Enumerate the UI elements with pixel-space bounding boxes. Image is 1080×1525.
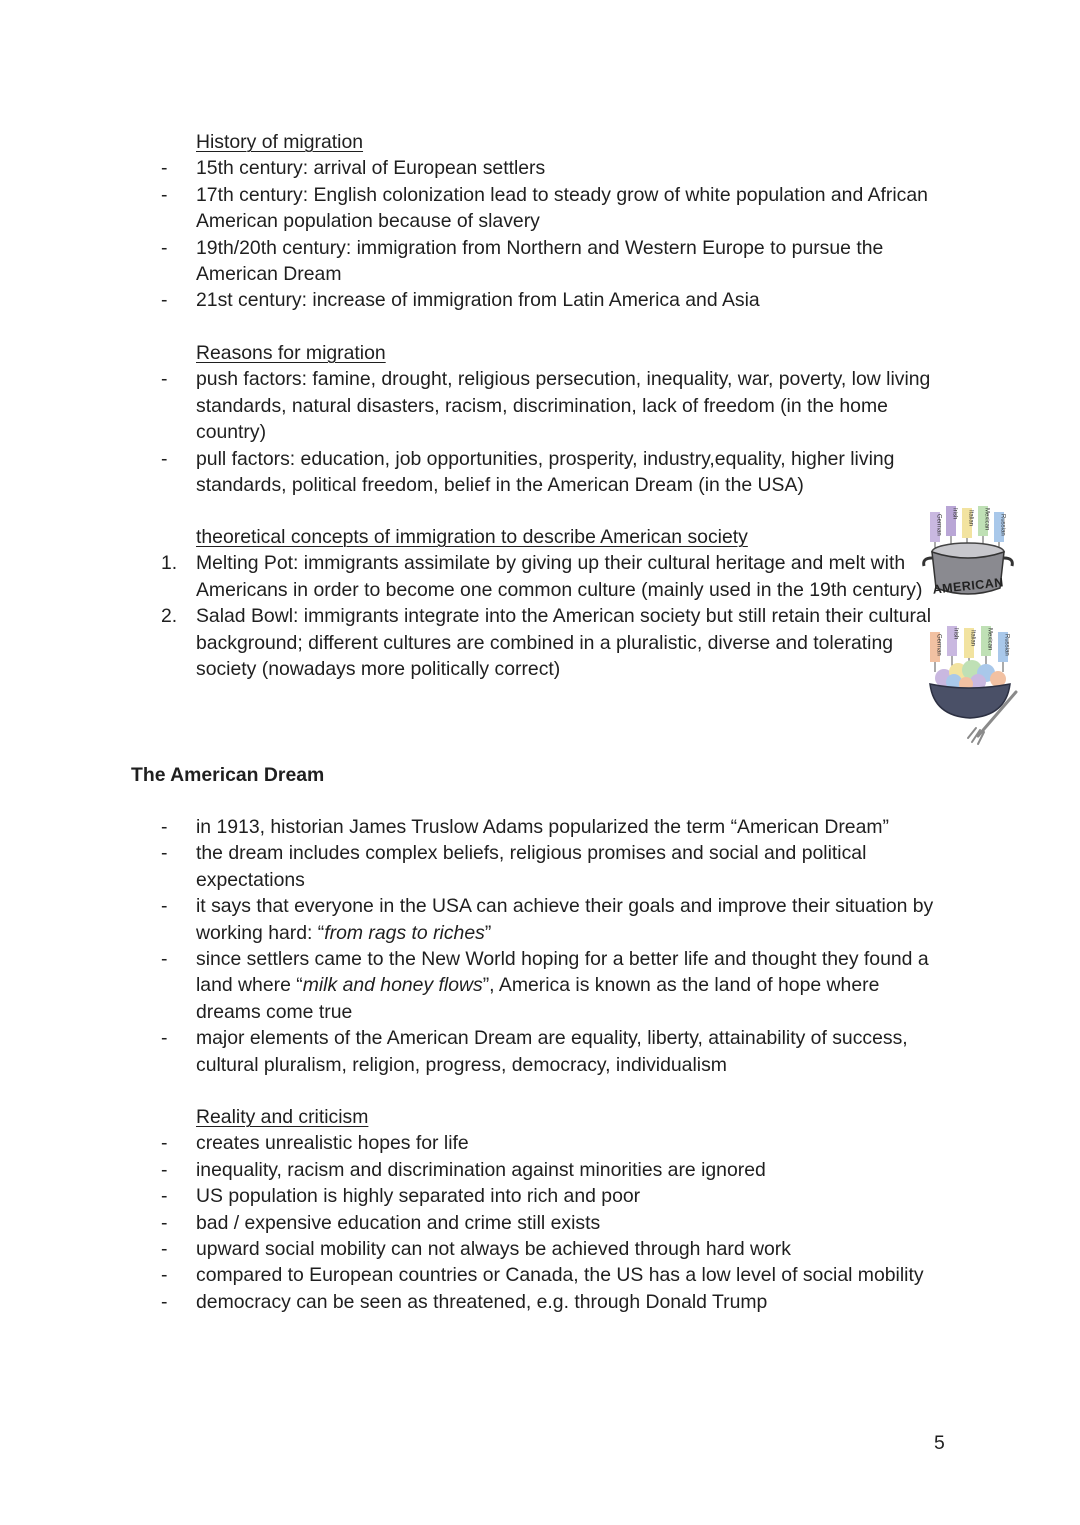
list-marker: - xyxy=(161,1264,168,1287)
salad-bowl-illustration xyxy=(918,618,1028,746)
list-marker: - xyxy=(161,1211,168,1234)
list-item xyxy=(0,1157,1080,1183)
list-marker: - xyxy=(161,1290,168,1313)
list-item-text: compared to European countries or Canada, the US has a low level of social mobility xyxy=(196,1264,924,1287)
list-marker: - xyxy=(161,447,168,470)
list-marker: - xyxy=(161,157,168,180)
reality-criticism-list xyxy=(0,1130,1080,1315)
list-item xyxy=(0,1130,1080,1156)
list-item xyxy=(0,1025,1080,1078)
list-item-quote: from rags to riches xyxy=(324,921,485,944)
migration-history-heading: History of migration xyxy=(196,131,364,153)
list-marker: - xyxy=(161,1238,168,1261)
flag-label: Russian xyxy=(999,514,1006,536)
list-item-text: 19th/20th century: immigration from Northern and Western Europe to pursue the American Dream xyxy=(196,236,884,286)
list-item xyxy=(0,893,1080,946)
list-item-text: push factors: famine, drought, religious persecution, inequality, war, poverty, low living standards, natural disasters, racism, discrimination, lack of freedom (in the home country) xyxy=(196,368,931,444)
flag-label: German xyxy=(935,634,942,656)
list-item-text: creates unrealistic hopes for life xyxy=(196,1132,469,1155)
list-item-text: the dream includes complex beliefs, religious promises and social and political expectations xyxy=(196,842,867,891)
flag-label: Mexican xyxy=(983,508,990,531)
list-marker: - xyxy=(161,1158,168,1181)
melting-pot-right-handle xyxy=(1004,558,1012,566)
list-item xyxy=(0,1289,1080,1315)
list-item-text: since settlers came to the New World hoping for a better life and thought they found a land where “ xyxy=(196,948,929,997)
list-marker: - xyxy=(161,368,168,391)
list-item-text: it says that everyone in the USA can achieve their goals and improve their situation by working hard: “ xyxy=(196,895,934,944)
list-item-text: ” xyxy=(484,921,492,944)
list-item-text: in 1913, historian James Truslow Adams popularized the term “American Dream” xyxy=(196,816,889,838)
list-marker: - xyxy=(161,1185,168,1208)
list-item-text: ”, America is known as the land of hope where dreams come true xyxy=(196,974,880,1023)
list-item xyxy=(0,1183,1080,1209)
flag-label: Irish xyxy=(951,508,958,520)
list-marker: - xyxy=(161,289,168,312)
list-marker: - xyxy=(161,895,168,918)
flag-label: Irish xyxy=(952,628,959,640)
list-item xyxy=(0,182,1080,235)
list-marker: 2. xyxy=(161,605,178,628)
list-marker: - xyxy=(161,842,168,865)
list-item xyxy=(0,155,1080,181)
immigration-concepts-heading: theoretical concepts of immigration to describe American society xyxy=(196,526,748,548)
list-item xyxy=(0,235,1080,288)
flag-label: German xyxy=(935,514,942,536)
list-item-text: 17th century: English colonization lead to steady grow of white population and African American population because of slavery xyxy=(196,183,928,233)
list-item xyxy=(0,840,1080,893)
list-marker: 1. xyxy=(161,552,178,575)
list-item-text: US population is highly separated into rich and poor xyxy=(196,1185,641,1208)
migration-history-list xyxy=(0,155,1080,313)
list-item xyxy=(0,946,1080,1025)
migration-reasons-list xyxy=(0,366,1080,498)
list-marker: - xyxy=(161,236,168,259)
melting-pot-illustration xyxy=(918,500,1018,610)
list-item-text: pull factors: education, job opportunities, prosperity, industry,equality, higher living standards, political freedom, belief in the American Dream (in the USA) xyxy=(196,447,895,497)
list-item-text: Salad Bowl: immigrants integrate into the American society but still retain their cultural background; different cultures are combined in a pluralistic, diverse and tolerating society (nowadays more politically correct) xyxy=(196,605,932,681)
list-marker: - xyxy=(161,1027,168,1050)
list-item-text: inequality, racism and discrimination against minorities are ignored xyxy=(196,1158,766,1181)
list-marker: - xyxy=(161,1132,168,1155)
flag-label: Mexican xyxy=(986,628,993,651)
list-item-text: bad / expensive education and crime still exists xyxy=(196,1211,601,1234)
list-item-text: 21st century: increase of immigration from Latin America and Asia xyxy=(196,289,760,312)
list-item-text: major elements of the American Dream are equality, liberty, attainability of success, cultural pluralism, religion, progress, democracy, individualism xyxy=(196,1027,908,1076)
list-item xyxy=(0,366,1080,445)
list-item xyxy=(0,1236,1080,1262)
list-item xyxy=(0,814,1080,840)
melting-pot-label: AMERICAN xyxy=(931,575,1005,597)
list-item-quote: milk and honey flows xyxy=(302,974,483,997)
list-item-text: upward social mobility can not always be achieved through hard work xyxy=(196,1238,791,1261)
list-marker: - xyxy=(161,816,168,838)
page-number: 5 xyxy=(934,1432,945,1454)
flag-label: Russian xyxy=(1003,634,1010,656)
list-item xyxy=(0,446,1080,499)
list-marker: - xyxy=(161,948,168,971)
list-item xyxy=(0,1262,1080,1288)
american-dream-title: The American Dream xyxy=(131,764,325,786)
list-item-text: Melting Pot: immigrants assimilate by giving up their cultural heritage and melt with Americans in order to become one common culture (mainly used in the 19th century) xyxy=(196,552,923,601)
reality-criticism-heading: Reality and criticism xyxy=(196,1106,369,1128)
list-item-text: 15th century: arrival of European settlers xyxy=(196,157,546,180)
list-item xyxy=(0,287,1080,313)
flag-label: Italian xyxy=(967,510,974,527)
flag-label: Italian xyxy=(969,630,976,647)
american-dream-list xyxy=(0,814,1080,1078)
list-item-text: democracy can be seen as threatened, e.g. through Donald Trump xyxy=(196,1290,768,1313)
list-item xyxy=(0,1210,1080,1236)
list-marker: - xyxy=(161,183,168,206)
melting-pot-left-handle xyxy=(924,558,932,566)
migration-reasons-heading: Reasons for migration xyxy=(196,342,386,364)
